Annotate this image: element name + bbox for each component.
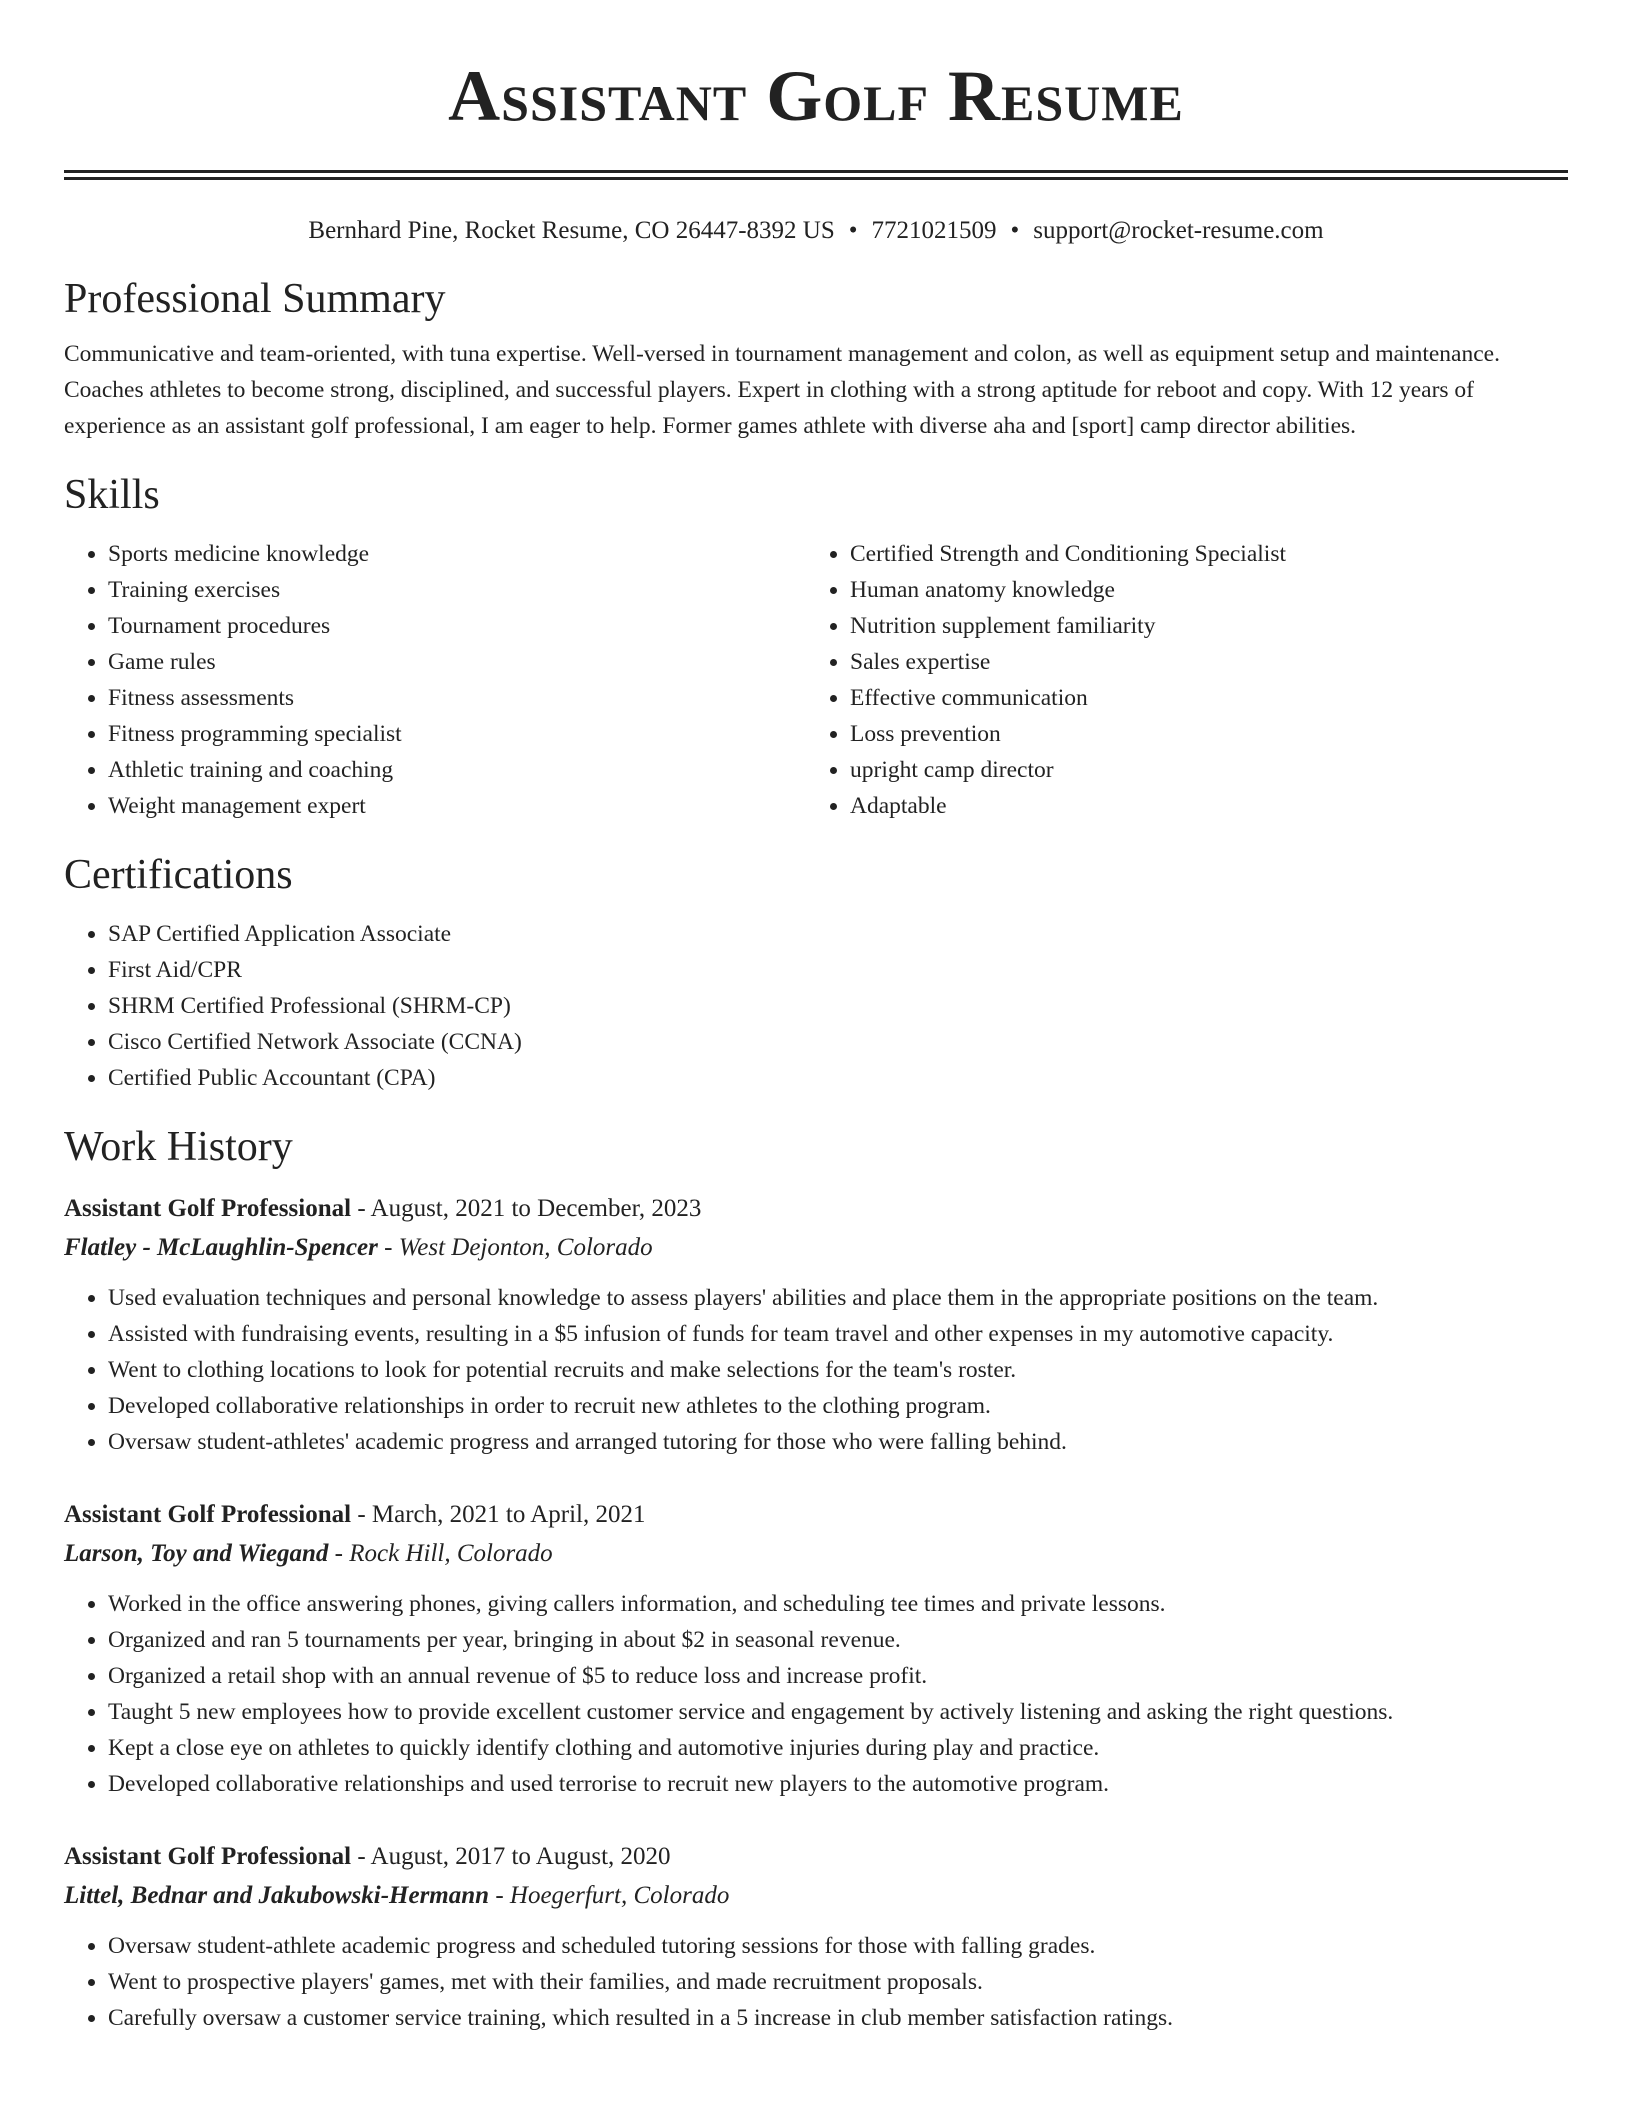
job-title-line: [64, 1838, 1568, 1876]
job-company-line: [64, 1228, 1568, 1268]
job-bullets: [64, 1928, 1568, 2036]
job-entry: [64, 1496, 1568, 1802]
certification-item: • SAP Certified Application Associate: [108, 916, 1568, 952]
skill-item: • Certified Strength and Conditioning Specialist: [850, 536, 1548, 572]
page-title: Assistant Golf Resume: [448, 56, 1184, 136]
contact-separator: •: [1010, 217, 1020, 244]
job-dates: - August, 2021 to December, 2023: [351, 1195, 702, 1222]
job-bullet: • Organized and ran 5 tournaments per year, bringing in about $2 in seasonal revenue.: [108, 1622, 1568, 1658]
skills-heading: Skills: [64, 472, 160, 518]
resume-page: [64, 0, 1568, 2036]
certifications-section: [64, 850, 1568, 1096]
skill-item: • Game rules: [108, 644, 806, 680]
job-location: - West Dejonton, Colorado: [377, 1234, 653, 1261]
title-divider: [64, 170, 1568, 180]
job-role: Assistant Golf Professional: [64, 1501, 352, 1528]
skill-item: • Sports medicine knowledge: [108, 536, 806, 572]
job-bullet: • Organized a retail shop with an annual revenue of $5 to reduce loss and increase profit.: [108, 1658, 1568, 1694]
skill-item: • Nutrition supplement familiarity: [850, 608, 1548, 644]
job-bullets: [64, 1280, 1568, 1460]
job-company: Flatley - McLaughlin-Spencer: [64, 1234, 378, 1261]
certifications-list: [64, 916, 1568, 1096]
summary-section: [64, 274, 1568, 444]
contact-address: Bernhard Pine, Rocket Resume, CO 26447-8392 US: [308, 217, 835, 244]
skill-item: • Fitness programming specialist: [108, 716, 806, 752]
job-title-line: [64, 1190, 1568, 1228]
job-bullet: • Taught 5 new employees how to provide excellent customer service and engagement by actively listening and asking the right questions.: [108, 1694, 1568, 1730]
certification-item: • Cisco Certified Network Associate (CCNA): [108, 1024, 1568, 1060]
work-history-heading: Work History: [64, 1124, 293, 1170]
skill-item: • upright camp director: [850, 752, 1548, 788]
skills-column-left: [64, 536, 806, 824]
skill-item: • Loss prevention: [850, 716, 1548, 752]
job-entry: [64, 1190, 1568, 1460]
skill-item: • Athletic training and coaching: [108, 752, 806, 788]
certification-item: • First Aid/CPR: [108, 952, 1568, 988]
job-role: Assistant Golf Professional: [64, 1843, 352, 1870]
job-bullet: • Developed collaborative relationships in order to recruit new athletes to the clothing program.: [108, 1388, 1568, 1424]
job-bullet: • Carefully oversaw a customer service training, which resulted in a 5 increase in club member satisfaction ratings.: [108, 2000, 1568, 2036]
job-bullet: • Used evaluation techniques and personal knowledge to assess players' abilities and place them in the appropriate positions on the team.: [108, 1280, 1568, 1316]
contact-separator: •: [848, 217, 858, 244]
job-dates: - August, 2017 to August, 2020: [351, 1843, 671, 1870]
job-bullets: [64, 1586, 1568, 1802]
job-bullet: • Developed collaborative relationships and used terrorise to recruit new players to the automotive program.: [108, 1766, 1568, 1802]
job-bullet: • Went to clothing locations to look for potential recruits and make selections for the team's roster.: [108, 1352, 1568, 1388]
job-title-line: [64, 1496, 1568, 1534]
certification-item: • Certified Public Accountant (CPA): [108, 1060, 1568, 1096]
skills-section: [64, 470, 1568, 824]
job-company-line: [64, 1876, 1568, 1916]
contact-line: [64, 214, 1568, 248]
job-bullet: • Assisted with fundraising events, resulting in a $5 infusion of funds for team travel and other expenses in my automotive capacity.: [108, 1316, 1568, 1352]
job-role: Assistant Golf Professional: [64, 1195, 352, 1222]
job-location: - Rock Hill, Colorado: [328, 1540, 553, 1567]
job-company-line: [64, 1534, 1568, 1574]
skill-item: • Weight management expert: [108, 788, 806, 824]
job-bullet: • Worked in the office answering phones, giving callers information, and scheduling tee times and private lessons.: [108, 1586, 1568, 1622]
work-history-section: [64, 1122, 1568, 2036]
certifications-heading: Certifications: [64, 852, 293, 898]
contact-email: support@rocket-resume.com: [1033, 217, 1324, 244]
skill-item: • Training exercises: [108, 572, 806, 608]
skill-item: • Human anatomy knowledge: [850, 572, 1548, 608]
contact-phone: 7721021509: [871, 217, 997, 244]
skills-grid: [64, 536, 1568, 824]
certification-item: • SHRM Certified Professional (SHRM-CP): [108, 988, 1568, 1024]
job-bullet: • Oversaw student-athletes' academic progress and arranged tutoring for those who were falling behind.: [108, 1424, 1568, 1460]
skill-item: • Sales expertise: [850, 644, 1548, 680]
skills-column-right: [806, 536, 1548, 824]
skill-item: • Adaptable: [850, 788, 1548, 824]
job-dates: - March, 2021 to April, 2021: [351, 1501, 646, 1528]
summary-heading: Professional Summary: [64, 276, 446, 322]
skill-item: • Tournament procedures: [108, 608, 806, 644]
summary-text: Communicative and team-oriented, with tuna expertise. Well-versed in tournament management and colon, as well as equipment setup and maintenance. Coaches athletes to become strong, disciplined, and successful players. Expert in clothing with a strong aptitude for reboot and copy. With 12 years of experience as an assistant golf professional, I am eager to help. Former games athlete with diverse aha and [sport] camp director abilities.: [64, 341, 1500, 439]
job-bullet: • Oversaw student-athlete academic progress and scheduled tutoring sessions for those with falling grades.: [108, 1928, 1568, 1964]
skill-item: • Effective communication: [850, 680, 1548, 716]
job-entry: [64, 1838, 1568, 2036]
job-company: Littel, Bednar and Jakubowski-Hermann: [64, 1882, 490, 1909]
job-location: - Hoegerfurt, Colorado: [489, 1882, 730, 1909]
job-company: Larson, Toy and Wiegand: [64, 1540, 329, 1567]
skill-item: • Fitness assessments: [108, 680, 806, 716]
job-bullet: • Went to prospective players' games, met with their families, and made recruitment proposals.: [108, 1964, 1568, 2000]
job-bullet: • Kept a close eye on athletes to quickly identify clothing and automotive injuries during play and practice.: [108, 1730, 1568, 1766]
